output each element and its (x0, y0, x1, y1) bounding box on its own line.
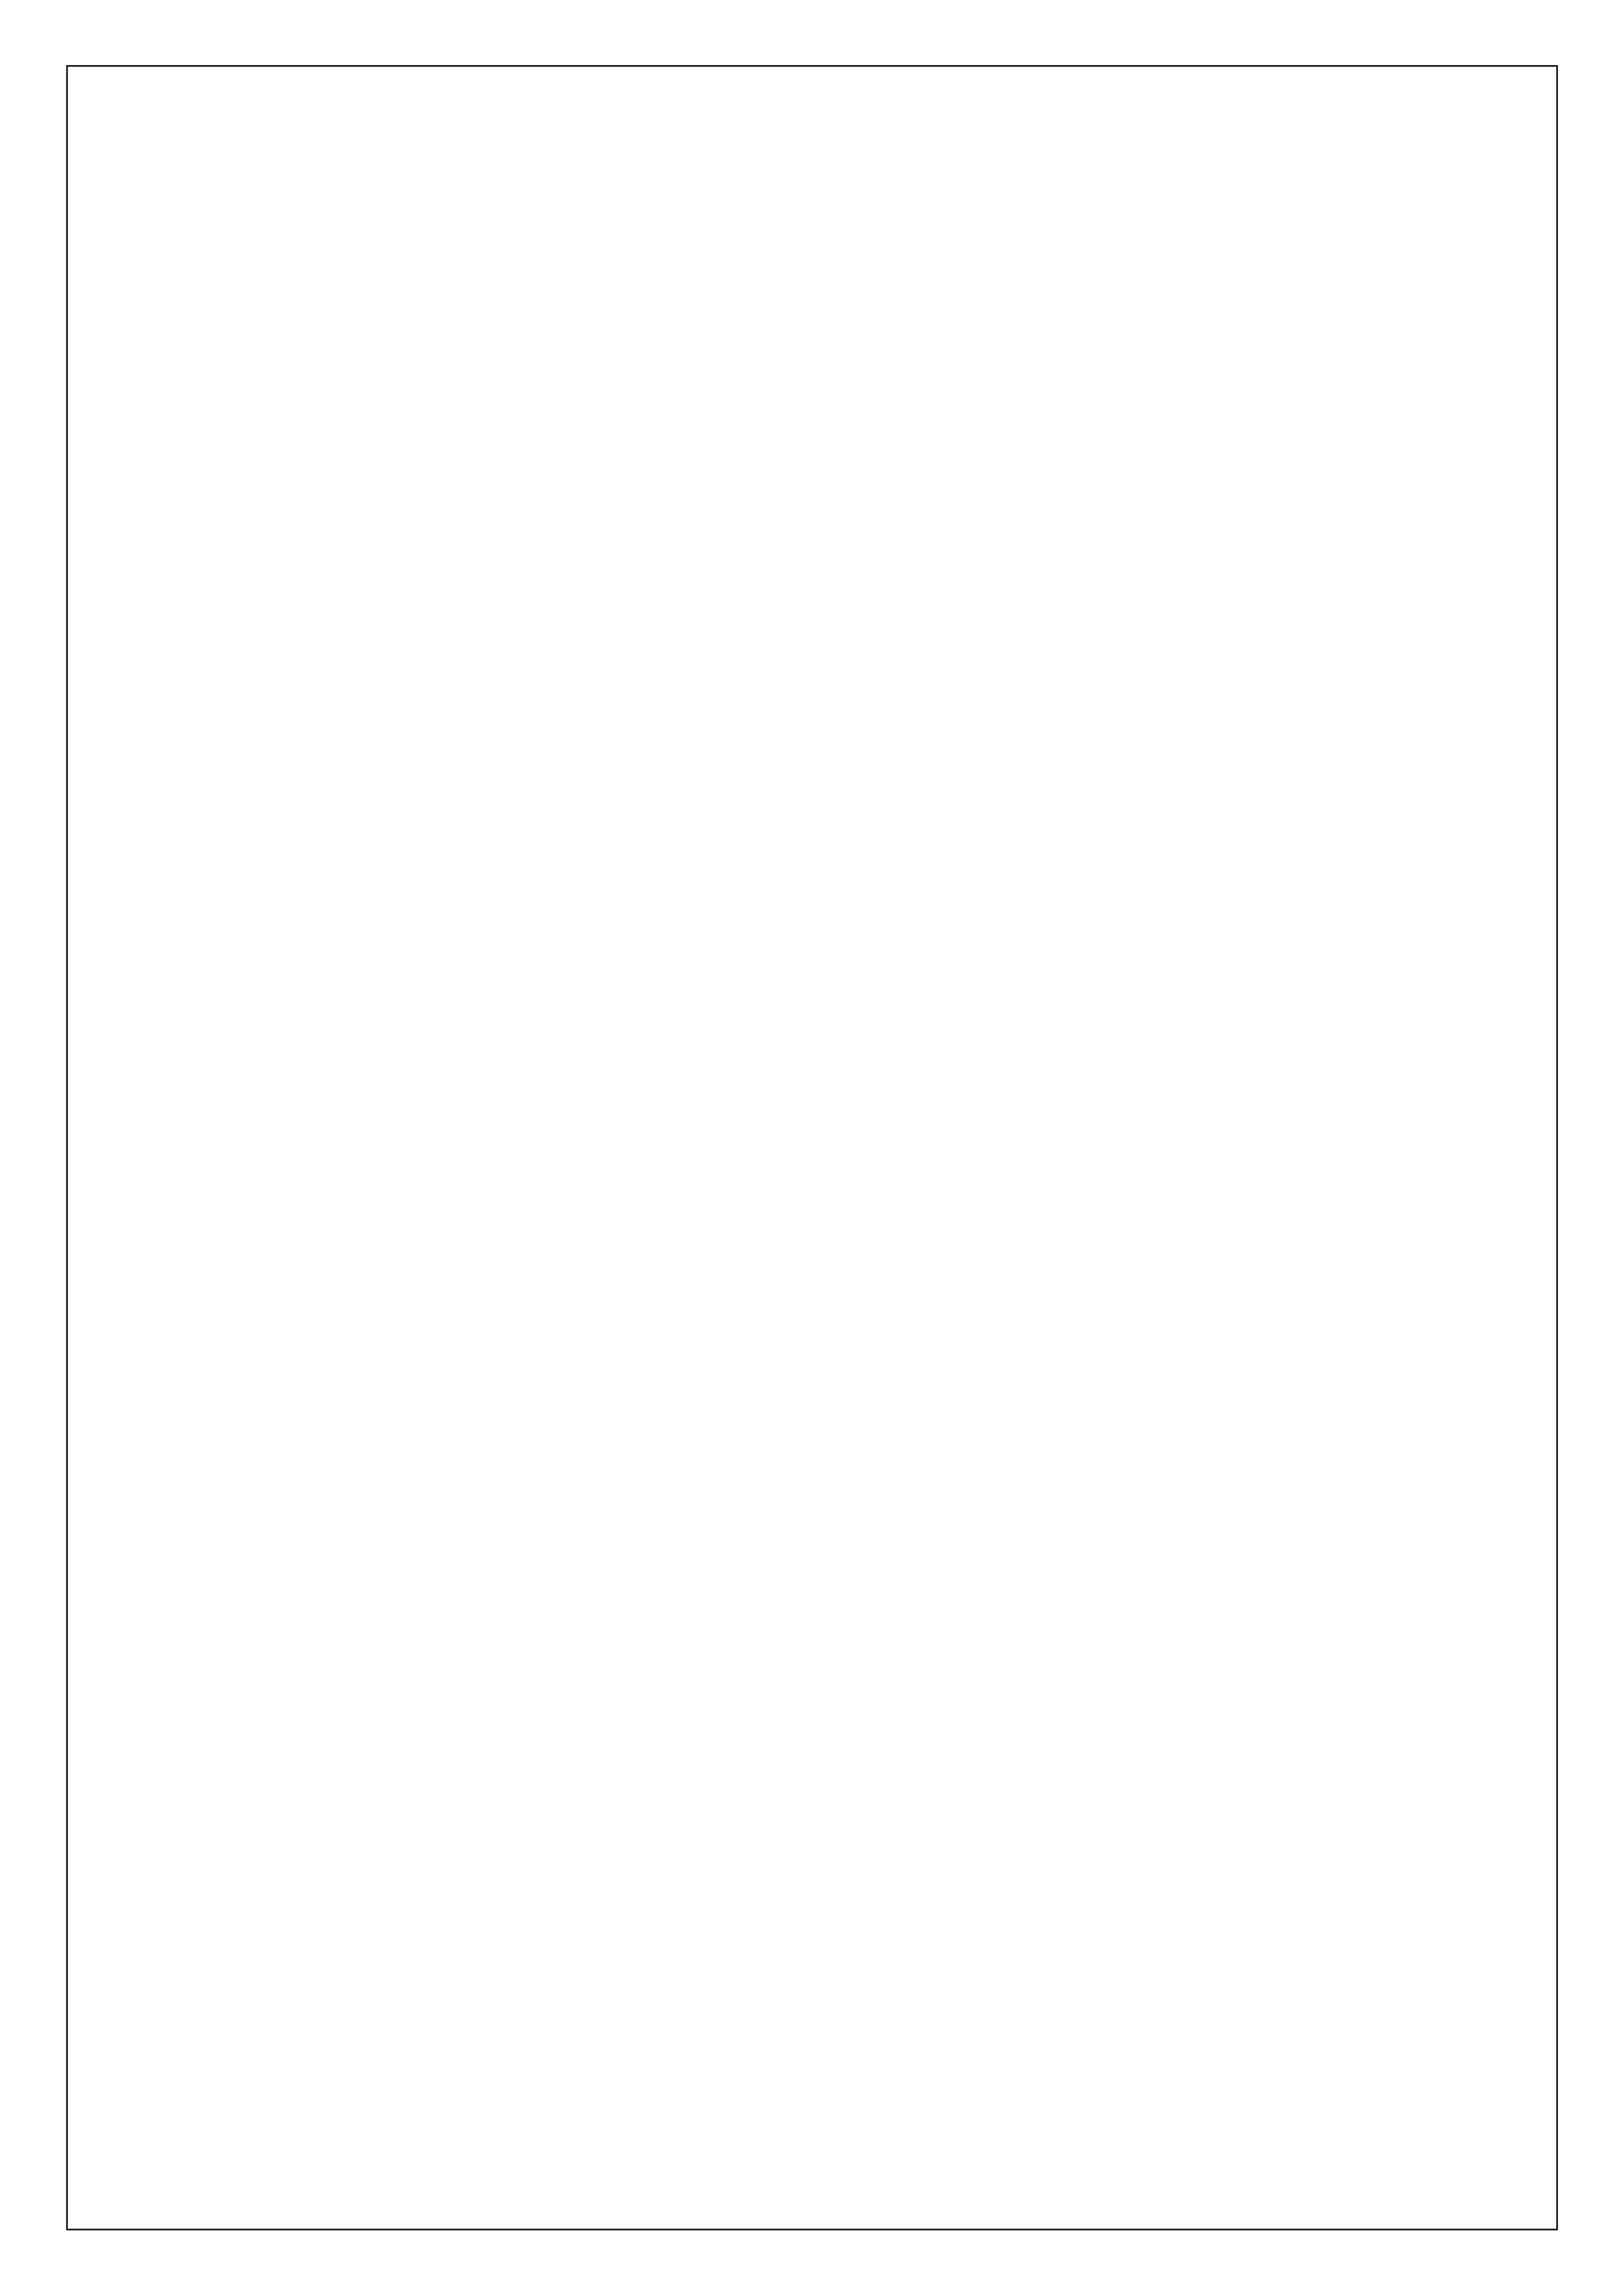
paragraph-4 (197, 535, 1431, 641)
paragraph-6 (197, 746, 1431, 852)
paragraph-3 (197, 430, 1431, 535)
document-body (197, 219, 1431, 2070)
paragraph-1 (197, 219, 1431, 324)
paragraph-8 (197, 957, 1431, 1062)
paragraph-9 (197, 1062, 1431, 1168)
page-footer (0, 2123, 1623, 2156)
paragraph-2 (197, 324, 1431, 430)
paragraph-5 (197, 641, 1431, 746)
paragraph-7 (197, 852, 1431, 957)
